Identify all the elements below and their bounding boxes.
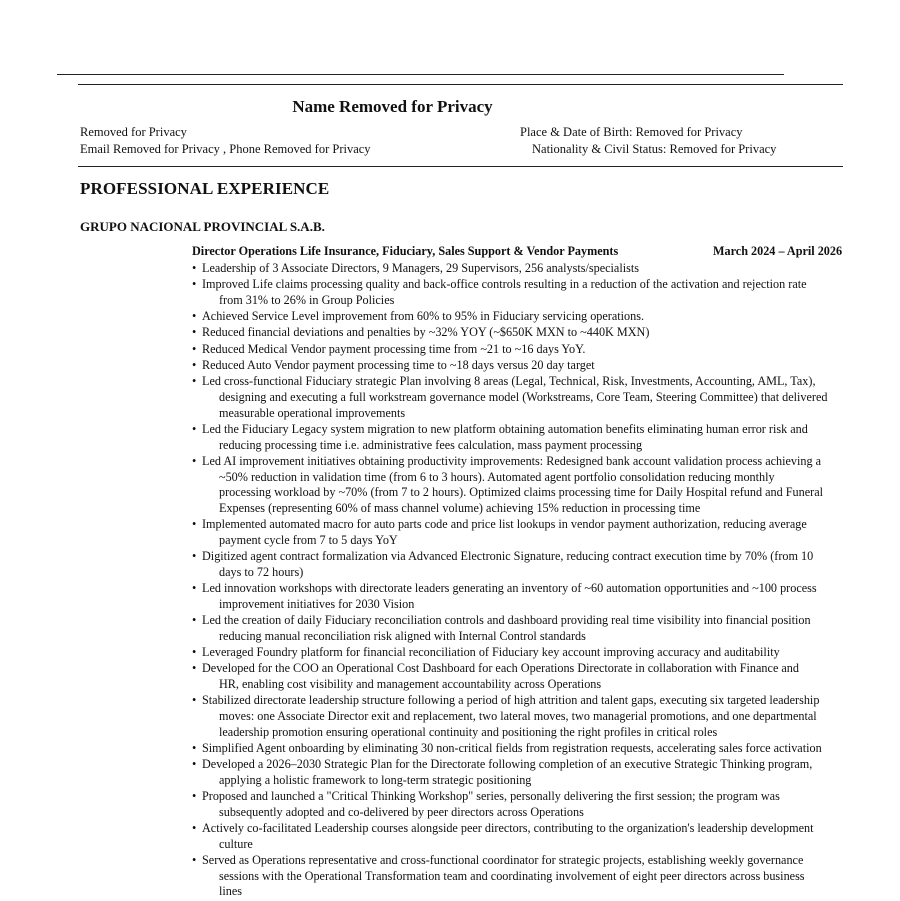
bullet-text-line: Reduced Auto Vendor payment processing time to ~18 days versus 20 day target (202, 357, 595, 372)
bullet-text-line: sessions with the Operational Transformation team and coordinating involvement of eight peer directors across business (219, 868, 805, 883)
bullet-dot-icon: • (192, 852, 197, 867)
bullet-text-line: measurable operational improvements (219, 405, 406, 420)
achievement-list (192, 261, 872, 901)
bullet-text-line: Led the Fiduciary Legacy system migration to new platform obtaining automation benefits eliminating human error risk and (202, 421, 808, 436)
bullet-dot-icon: • (192, 693, 197, 708)
bullet-text-line: lines (219, 884, 243, 899)
bullet-text-line: Proposed and launched a "Critical Thinking Workshop" series, personally delivering the first session; the program was (202, 789, 780, 804)
bullet-text-line: days to 72 hours) (219, 564, 304, 579)
bullet-text-line: Improved Life claims processing quality and back-office controls resulting in a reduction of the activation and rejection rate (202, 277, 807, 292)
bullet-text-line: Developed a 2026–2030 Strategic Plan for the Directorate following completion of an executive Strategic Thinking program, (202, 757, 813, 772)
bullet-text-line: Actively co-facilitated Leadership courses alongside peer directors, contributing to the organization's leadership development (202, 821, 814, 835)
bullet-dot-icon: • (192, 325, 197, 340)
bullet-dot-icon: • (192, 549, 197, 564)
bullet-text-line: Digitized agent contract formalization via Advanced Electronic Signature, reducing contract execution time by 70% (from 10 (202, 549, 814, 564)
bullet-dot-icon: • (192, 740, 197, 755)
achievement-bullet (192, 374, 872, 421)
achievement-bullet (192, 645, 872, 661)
achievement-bullet (192, 853, 872, 900)
achievement-bullet (192, 342, 872, 358)
achievement-bullet (192, 422, 872, 453)
bullet-text-line: HR, enabling cost visibility and management accountability across Operations (219, 676, 602, 691)
bullet-text-line: leadership promotion ensuring operational continuity and positioning the right profiles in critical roles (219, 724, 718, 739)
bullet-text-line: designing and executing a full workstream governance model (Workstreams, Core Team, Steering Committee) that delivered (219, 389, 828, 404)
bullet-dot-icon: • (192, 453, 197, 468)
bullet-text-line: Simplified Agent onboarding by eliminating 30 non-critical fields from registration requests, accelerating sales force activation (202, 740, 822, 755)
bullet-dot-icon: • (192, 261, 197, 275)
bullet-text-line: Achieved Service Level improvement from 60% to 95% in Fiduciary servicing operations. (202, 309, 645, 324)
bullet-dot-icon: • (192, 357, 197, 372)
bullet-text-line: payment cycle from 7 to 5 days YoY (219, 532, 398, 547)
bullet-text-line: culture (219, 836, 253, 851)
achievement-bullet (192, 358, 872, 374)
company-name: GRUPO NACIONAL PROVINCIAL S.A.B. (80, 219, 325, 234)
bullet-text-line: applying a holistic framework to long-term strategic positioning (219, 772, 532, 787)
achievement-bullet (192, 757, 872, 788)
achievement-bullet (192, 581, 872, 612)
contact-right-line-1: Place & Date of Birth: Removed for Privacy (520, 125, 743, 139)
role-title: Director Operations Life Insurance, Fiduciary, Sales Support & Vendor Payments (192, 244, 619, 258)
bullet-text-line: Led AI improvement initiatives obtaining productivity improvements: Redesigned bank account validation process achieving a (202, 453, 822, 468)
bullet-text-line: Expenses (representing 60% of mass channel volume) achieving 15% reduction in processing time (219, 500, 701, 515)
bullet-text-line: Led the creation of daily Fiduciary reconciliation controls and dashboard providing real time visibility into financial position (202, 613, 811, 628)
bullet-dot-icon: • (192, 644, 197, 659)
contact-left-line-1: Removed for Privacy (80, 125, 187, 139)
achievement-bullet (192, 613, 872, 644)
achievement-bullet (192, 693, 872, 740)
bullet-text-line: Stabilized directorate leadership structure following a period of high attrition and talent gaps, executing six targeted leadership (202, 693, 820, 708)
contact-left-line-2: Email Removed for Privacy , Phone Removed for Privacy (80, 142, 371, 156)
bullet-text-line: processing workload by ~70% (from 7 to 2 hours). Optimized claims processing time for Daily Hospital refund and Funeral (219, 485, 823, 500)
bullet-dot-icon: • (192, 421, 197, 436)
achievement-bullet (192, 789, 872, 820)
bullet-text-line: subsequently adopted and co-delivered by peer directors across Operations (219, 804, 584, 819)
bullet-dot-icon: • (192, 613, 197, 628)
contact-right-line-2: Nationality & Civil Status: Removed for Privacy (532, 142, 777, 156)
bullet-text-line: from 31% to 26% in Group Policies (219, 292, 395, 307)
top-divider (57, 74, 784, 75)
bullet-text-line: Reduced financial deviations and penalties by ~32% YOY (~$650K MXN to ~440K MXN) (202, 325, 650, 340)
achievement-bullet (192, 309, 872, 325)
achievement-bullet (192, 277, 872, 308)
bullet-text-line: moves: one Associate Director exit and replacement, two lateral moves, two managerial promotions, and one departmental (219, 708, 817, 723)
achievement-bullet (192, 261, 872, 277)
role-dates: March 2024 – April 2026 (713, 244, 843, 258)
bullet-text-line: improvement initiatives for 2030 Vision (219, 596, 415, 611)
bullet-text-line: Led cross-functional Fiduciary strategic Plan involving 8 areas (Legal, Technical, Risk, Investments, Accounting, AML, Tax), (202, 374, 816, 389)
achievement-bullet (192, 661, 872, 692)
header-bottom-divider (78, 166, 843, 167)
bullet-text-line: ~50% reduction in validation time (from 6 to 3 hours). Automated agent portfolio consolidation reducing monthly (219, 469, 775, 484)
achievement-bullet (192, 741, 872, 757)
achievement-bullet (192, 549, 872, 580)
header-top-divider (78, 84, 843, 85)
bullet-text-line: Implemented automated macro for auto parts code and price list lookups in vendor payment authorization, reducing average (202, 517, 807, 532)
bullet-dot-icon: • (192, 661, 197, 676)
candidate-name: Name Removed for Privacy (292, 97, 493, 116)
achievement-bullet (192, 454, 872, 517)
bullet-dot-icon: • (192, 309, 197, 324)
bullet-dot-icon: • (192, 581, 197, 596)
achievement-bullet (192, 821, 872, 852)
achievement-bullet (192, 517, 872, 548)
bullet-dot-icon: • (192, 757, 197, 772)
bullet-dot-icon: • (192, 277, 197, 292)
bullet-text-line: Developed for the COO an Operational Cost Dashboard for each Operations Directorate in collaboration with Finance and (202, 661, 799, 676)
bullet-text-line: reducing processing time i.e. administrative fees calculation, mass payment processing (219, 437, 643, 452)
bullet-dot-icon: • (192, 821, 197, 835)
bullet-dot-icon: • (192, 374, 197, 389)
bullet-dot-icon: • (192, 341, 197, 356)
bullet-text-line: Led innovation workshops with directorate leaders generating an inventory of ~60 automation opportunities and ~100 process (202, 581, 817, 596)
bullet-text-line: reducing manual reconciliation risk aligned with Internal Control standards (219, 628, 586, 643)
achievement-bullet (192, 325, 872, 341)
bullet-text-line: Reduced Medical Vendor payment processing time from ~21 to ~16 days YoY. (202, 341, 586, 356)
bullet-dot-icon: • (192, 789, 197, 804)
bullet-text-line: Served as Operations representative and cross-functional coordinator for strategic projects, establishing weekly governance (202, 852, 804, 867)
bullet-text-line: Leadership of 3 Associate Directors, 9 Managers, 29 Supervisors, 256 analysts/specialists (202, 261, 639, 275)
section-title: PROFESSIONAL EXPERIENCE (80, 179, 330, 198)
bullet-dot-icon: • (192, 517, 197, 532)
bullet-text-line: Leveraged Foundry platform for financial reconciliation of Fiduciary key account improving accuracy and auditability (202, 644, 780, 659)
